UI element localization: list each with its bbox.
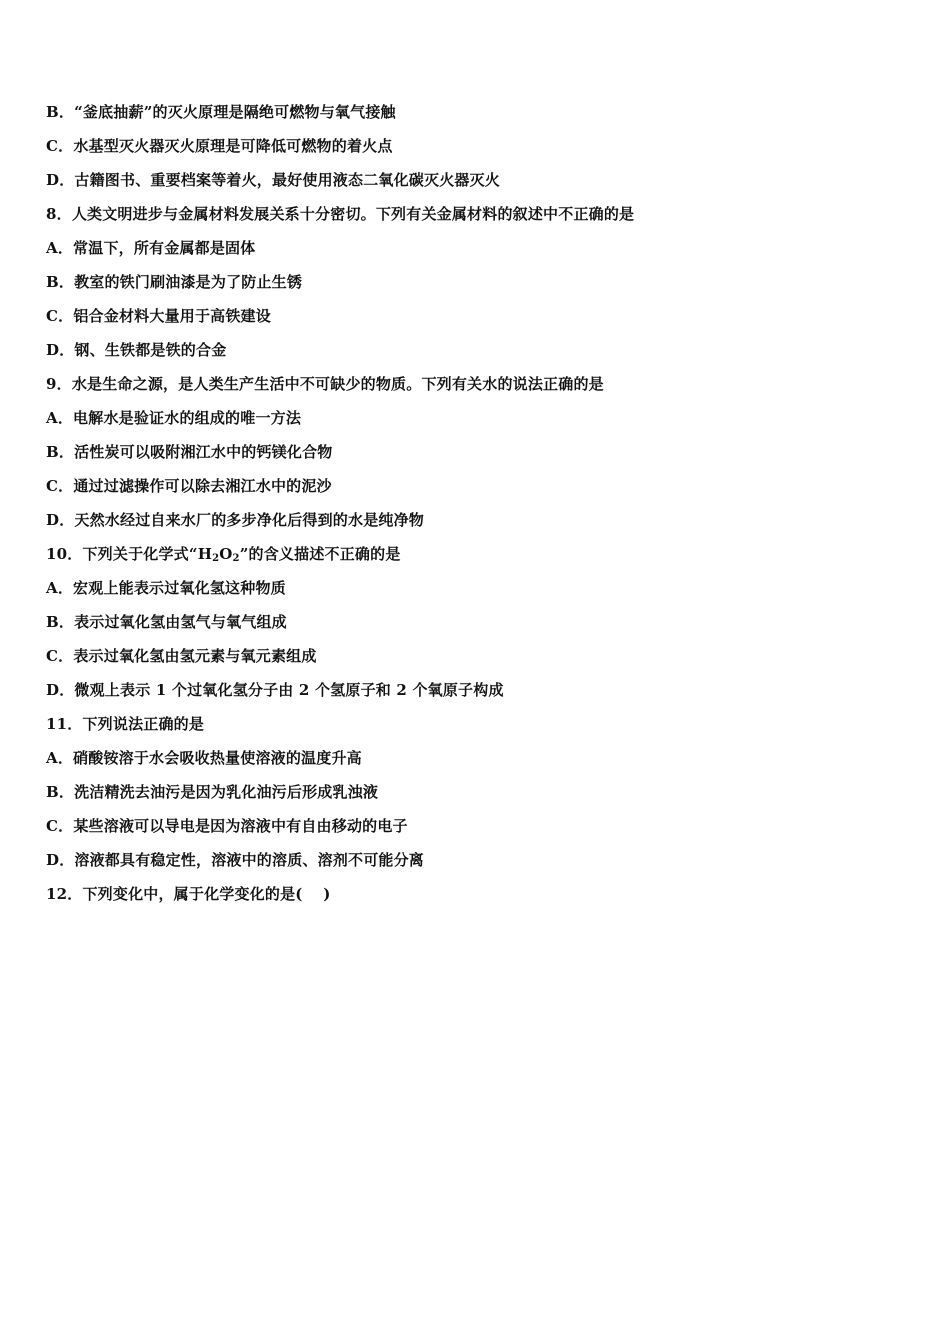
option-line: C．通过过滤操作可以除去湘江水中的泥沙 (46, 477, 332, 495)
formula-text: O (219, 545, 233, 563)
option-line: B．教室的铁门刷油漆是为了防止生锈 (46, 273, 303, 291)
question-10-tail: ”的含义描述不正确的是 (239, 545, 401, 563)
question-10 (46, 540, 906, 574)
option-line: D．溶液都具有稳定性，溶液中的溶质、溶剂不可能分离 (46, 851, 425, 869)
option-line: C．表示过氧化氢由氢元素与氧元素组成 (46, 647, 317, 665)
question-list (46, 98, 906, 914)
question-8: 8．人类文明进步与金属材料发展关系十分密切。下列有关金属材料的叙述中不正确的是 (46, 205, 635, 223)
option-line: C．铝合金材料大量用于高铁建设 (46, 307, 271, 325)
option-line: B．活性炭可以吸附湘江水中的钙镁化合物 (46, 443, 333, 461)
option-line: C．水基型灭火器灭火原理是可降低可燃物的着火点 (46, 137, 393, 155)
question-9: 9．水是生命之源，是人类生产生活中不可缺少的物质。下列有关水的说法正确的是 (46, 375, 604, 393)
option-line: A．电解水是验证水的组成的唯一方法 (46, 409, 302, 427)
question-10-text: 10．下列关于化学式“H (46, 545, 213, 563)
option-line: D．天然水经过自来水厂的多步净化后得到的水是纯净物 (46, 511, 425, 529)
question-11: 11．下列说法正确的是 (46, 715, 205, 733)
option-line: A．常温下，所有金属都是固体 (46, 239, 256, 257)
subscript: 2 (232, 553, 240, 564)
option-line: B．表示过氧化氢由氢气与氧气组成 (46, 613, 287, 631)
option-line: D．钢、生铁都是铁的合金 (46, 341, 227, 359)
question-12: 12．下列变化中，属于化学变化的是( ) (46, 885, 331, 903)
option-line: C．某些溶液可以导电是因为溶液中有自由移动的电子 (46, 817, 408, 835)
option-line: A．硝酸铵溶于水会吸收热量使溶液的温度升高 (46, 749, 362, 767)
option-line: B．洗洁精洗去油污是因为乳化油污后形成乳浊液 (46, 783, 379, 801)
subscript: 2 (212, 553, 220, 564)
option-line: D．微观上表示 1 个过氧化氢分子由 2 个氢原子和 2 个氧原子构成 (46, 681, 504, 699)
option-line: A．宏观上能表示过氧化氢这种物质 (46, 579, 286, 597)
option-line: B．“釜底抽薪”的灭火原理是隔绝可燃物与氧气接触 (46, 103, 396, 121)
option-line: D．古籍图书、重要档案等着火，最好使用液态二氧化碳灭火器灭火 (46, 171, 501, 189)
